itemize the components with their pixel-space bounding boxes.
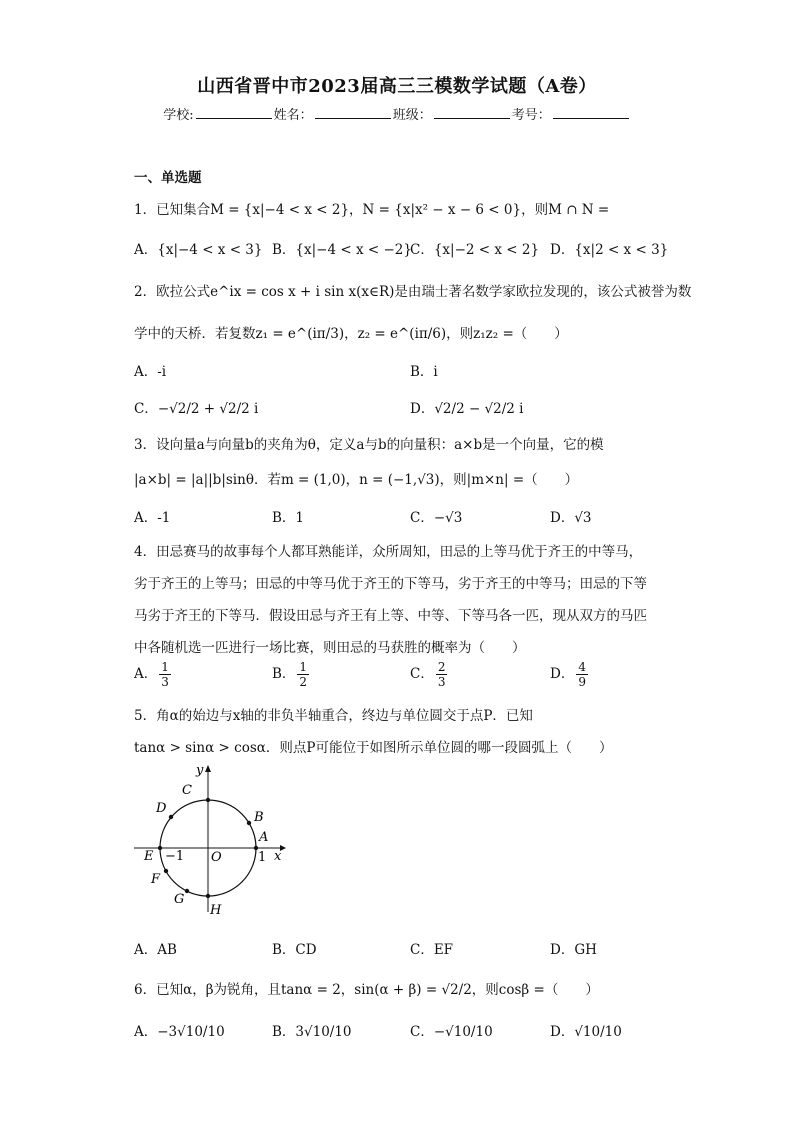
q3-stem-line2: |a×b| = |a||b|sinθ．若m = (1,0)，n = (−1,√3)，则|m×n| =（ ） [134,472,579,488]
q3-stem-line1: 3．设向量a与向量b的夹角为θ，定义a与b的向量积：a×b是一个向量，它的模 [134,437,604,453]
q4-option-b-prefix: B． [272,666,296,682]
point-g-dot [185,889,189,893]
q4-option-d [550,660,590,689]
point-e-dot [158,846,162,850]
q5-option-a: A．AB [134,942,177,958]
q3-option-a: A．-1 [134,510,171,526]
label-o: O [211,850,222,865]
q1-option-b: B．{x|−4 < x < −2} [272,242,412,258]
q4-stem-line2: 劣于齐王的上等马；田忌的中等马优于齐王的下等马，劣于齐王的中等马；田忌的下等 [134,576,647,592]
q6-option-a [134,1020,225,1040]
q6-option-c-expr: −√10/10 [433,1024,493,1040]
name-blank[interactable] [315,106,391,119]
point-d-dot [169,815,173,819]
q6-option-b-prefix: B． [272,1024,296,1040]
q2-option-d-prefix: D． [410,401,435,417]
q4-option-c-fraction [436,660,448,689]
label-x: x [274,849,282,864]
q6-option-a-prefix: A． [134,1024,158,1040]
unit-circle-figure [128,760,288,920]
q2-option-d-expr: √2/2 − √2/2 i [434,401,524,417]
label-neg-one: −1 [165,849,185,864]
name-label: 姓名： [273,108,313,123]
q6-stem: 6．已知α，β为锐角，且tanα = 2，sin(α + β) = √2/2，则cosβ =（ ） [134,982,599,998]
label-e: E [144,849,154,864]
point-c-dot [206,798,210,802]
q6-option-d-expr: √10/10 [574,1024,622,1040]
q6-option-a-expr: −3√10/10 [157,1024,225,1040]
label-f: F [151,872,161,887]
q2-option-a: A．-i [134,364,167,380]
q3-option-b: B．1 [272,510,305,526]
point-h-dot [206,894,210,898]
q4-option-a [134,660,173,689]
q4-option-b-fraction [297,660,309,689]
q6-option-d [550,1020,622,1040]
q5-option-b: B．CD [272,942,317,958]
student-info-line [0,104,794,123]
q4-stem-line4: 中各随机选一匹进行一场比赛，则田忌的马获胜的概率为（ ） [134,640,526,656]
q1-option-d: D．{x|2 < x < 3} [550,242,669,258]
q3-option-c: C．−√3 [410,510,463,526]
label-a: A [259,830,269,845]
label-b: B [254,810,264,825]
exam-no-label: 考号： [511,108,551,123]
q5-option-d: D．GH [550,942,597,958]
section-title: 一、单选题 [134,170,202,186]
q6-option-c [410,1020,493,1040]
school-blank[interactable] [196,106,272,119]
class-blank[interactable] [434,106,510,119]
q4-option-d-fraction [576,660,588,689]
q2-stem-line1: 2．欧拉公式e^ix = cos x + i sin x(x∈R)是由瑞士著名数学家欧拉发现的，该公式被誉为数 [134,284,692,300]
q2-option-c-prefix: C． [134,401,158,417]
q4-option-d-den: 9 [578,675,586,689]
q4-option-b-num: 1 [299,660,308,674]
label-h: H [210,903,222,918]
q4-option-c-prefix: C． [410,666,434,682]
q4-option-b [272,660,311,689]
q6-option-b-expr: 3√10/10 [295,1024,352,1040]
y-axis-arrow-icon [205,765,211,772]
q4-option-c [410,660,449,689]
q1-option-c: C．{x|−2 < x < 2} [410,242,540,258]
q4-option-d-num: 4 [578,660,586,674]
q4-option-a-prefix: A． [134,666,158,682]
q2-option-c-expr: −√2/2 + √2/2 i [157,401,259,417]
q4-option-a-den: 3 [161,675,169,689]
class-label: 班级： [392,108,432,123]
q1-stem: 1．已知集合M = {x|−4 < x < 2}，N = {x|x² − x − 6 < 0}，则M ∩ N = [134,202,610,218]
exam-no-blank[interactable] [553,106,629,119]
q4-option-a-num: 1 [161,660,169,674]
label-y: y [196,763,204,778]
q1-option-a: A．{x|−4 < x < 3} [134,242,263,258]
label-d: D [156,801,167,816]
q4-option-c-num: 2 [437,660,446,674]
q5-option-c: C．EF [410,942,454,958]
q2-option-c [134,397,258,417]
q4-option-a-fraction [159,660,171,689]
page-title: 山西省晋中市2023届高三三模数学试题（A卷） [197,76,597,97]
q2-stem-line2: 学中的天桥．若复数z₁ = e^(iπ/3)，z₂ = e^(iπ/6)，则z₁z₂ =（ ） [134,326,568,342]
q4-option-b-den: 2 [299,675,308,689]
q3-option-d: D．√3 [550,510,592,526]
q6-option-d-prefix: D． [550,1024,575,1040]
q4-stem-line1: 4．田忌赛马的故事每个人都耳熟能详，众所周知，田忌的上等马优于齐王的中等马， [134,544,643,560]
q4-option-d-prefix: D． [550,666,575,682]
q4-option-c-den: 3 [437,675,446,689]
point-b-dot [247,821,251,825]
label-g: G [174,892,185,907]
point-f-dot [164,869,168,873]
label-c: C [182,783,192,798]
q5-stem-line1: 5．角α的始边与x轴的非负半轴重合，终边与单位圆交于点P．已知 [134,708,533,724]
q5-stem-line2: tanα > sinα > cosα．则点P可能位于如图所示单位圆的哪一段圆弧上（ ） [134,740,613,756]
q6-option-b [272,1020,352,1040]
q6-option-c-prefix: C． [410,1024,434,1040]
label-one: 1 [258,850,267,865]
school-label: 学校: [163,108,194,123]
q4-stem-line3: 马劣于齐王的下等马．假设田忌与齐王有上等、中等、下等马各一匹，现从双方的马匹 [134,608,647,624]
q2-option-b: B．i [410,364,438,380]
q2-option-d [410,397,524,417]
